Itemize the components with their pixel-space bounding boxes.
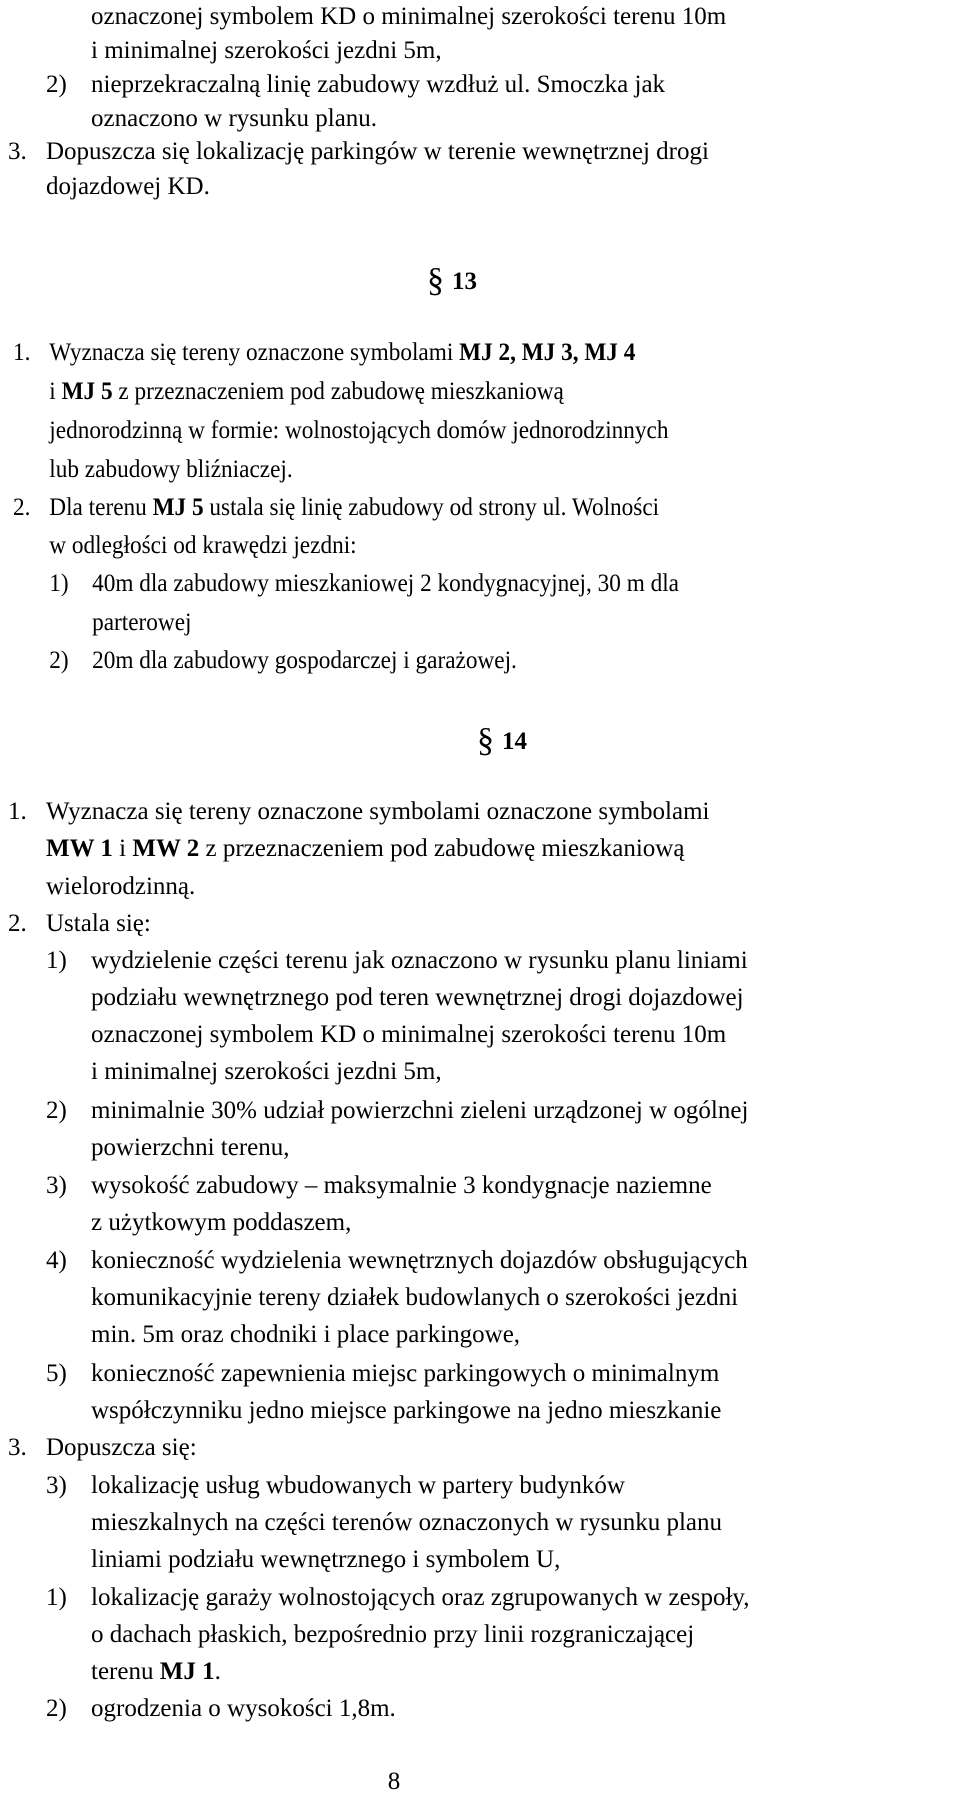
page-number: 8 bbox=[387, 1768, 401, 1795]
section-sign: § bbox=[427, 262, 444, 299]
section-sign: § bbox=[477, 722, 494, 759]
section-heading: § 13 bbox=[427, 262, 477, 299]
section-heading: § 14 bbox=[477, 722, 527, 759]
